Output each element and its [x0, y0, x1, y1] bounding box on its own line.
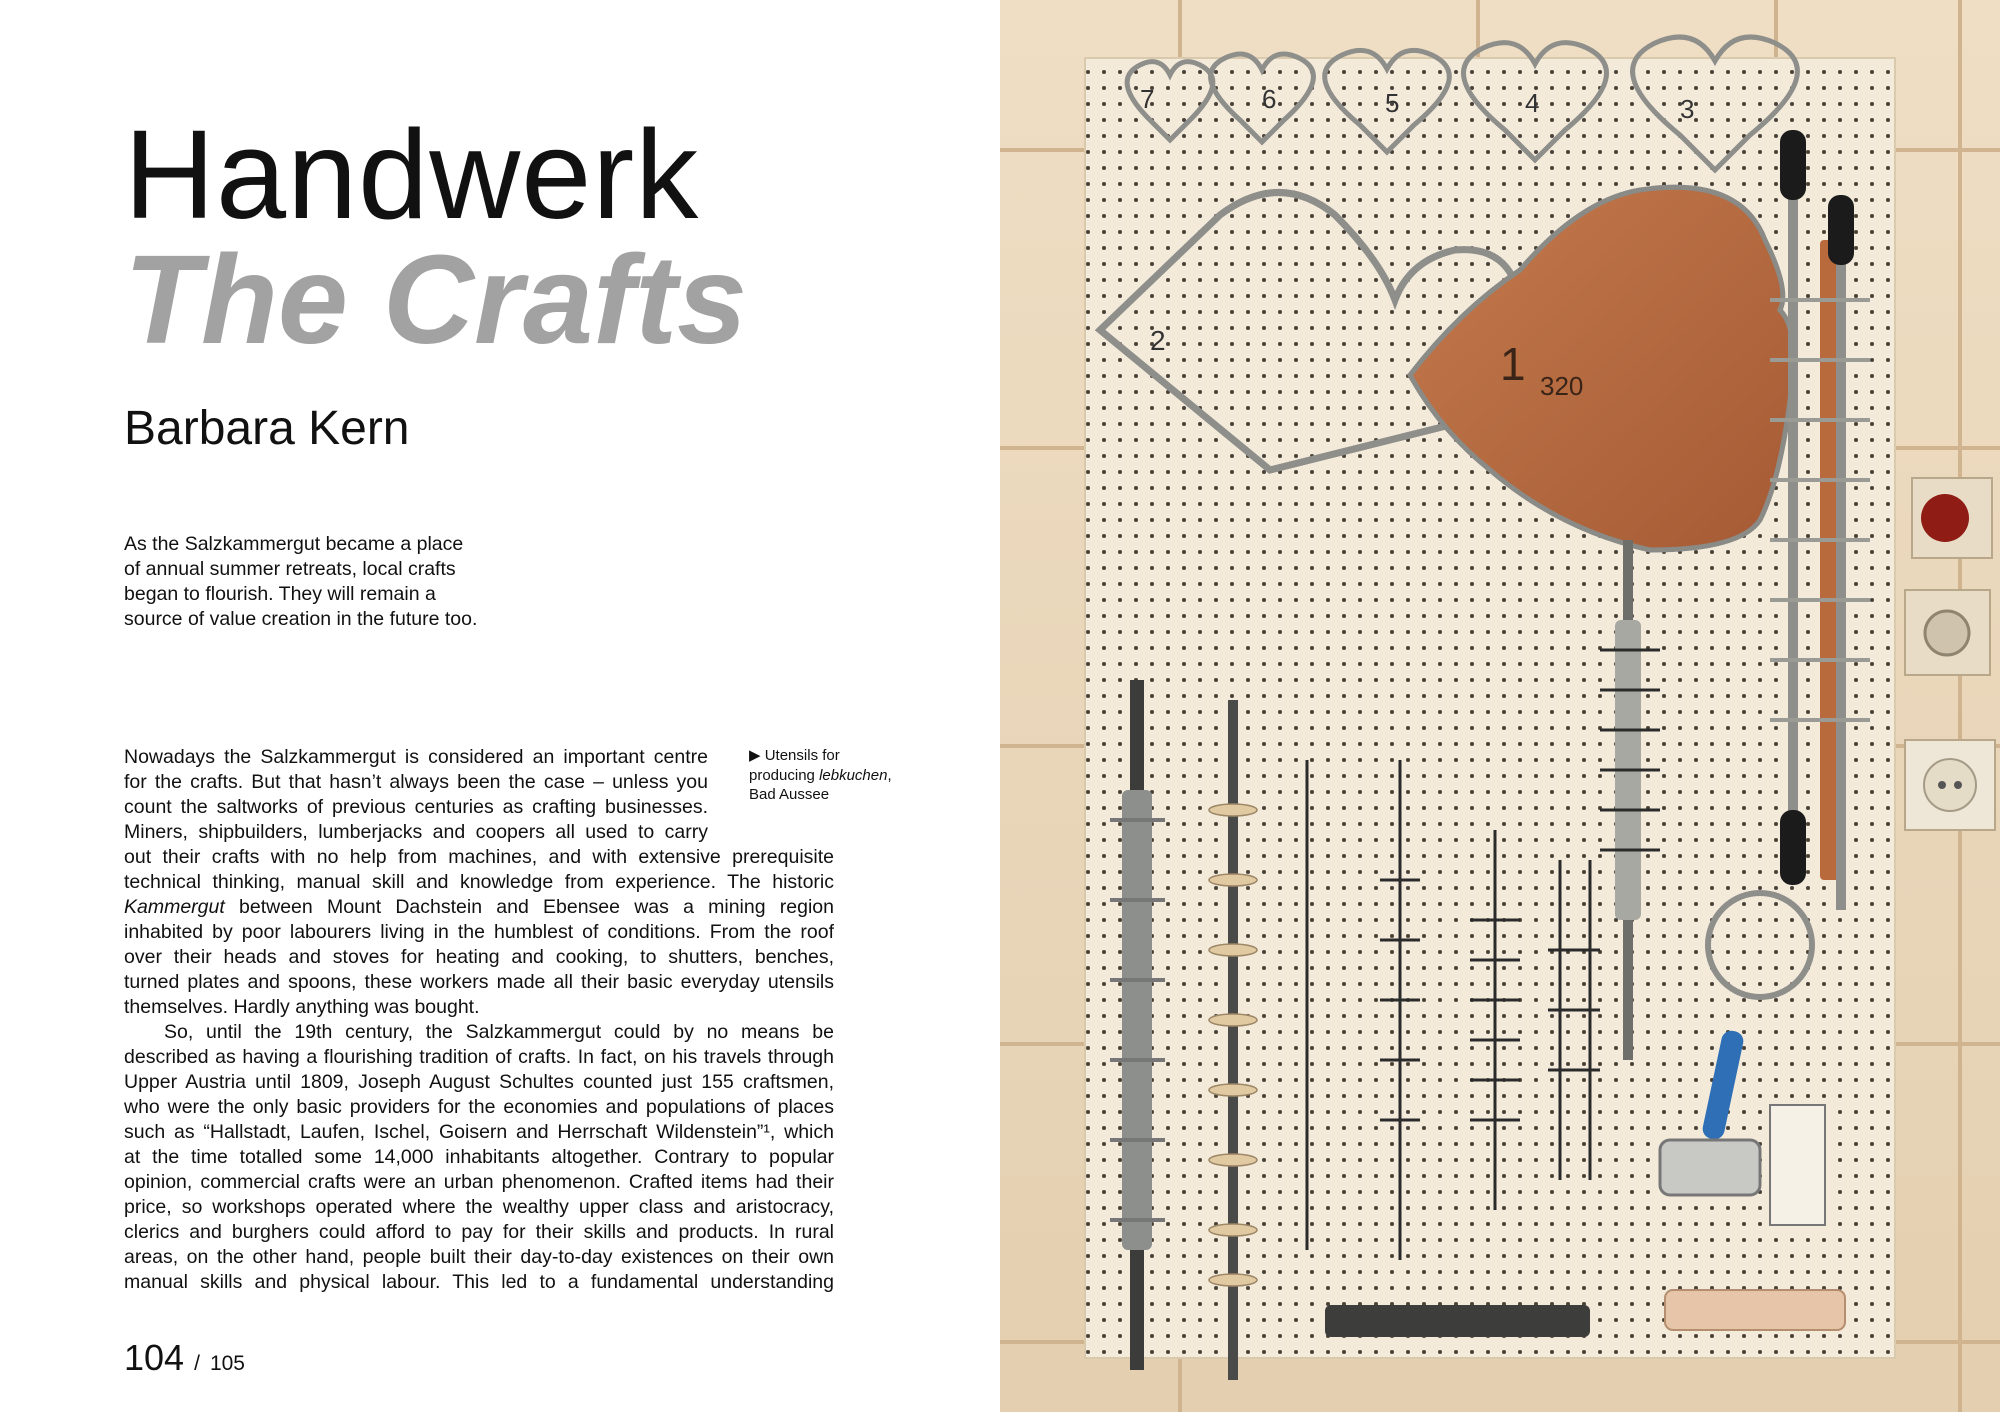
body-line: technical thinking, manual skill and knowledge from experience. The historic: [124, 871, 834, 893]
article-title: Handwerk: [124, 104, 700, 245]
heart-number: 5: [1385, 88, 1400, 118]
comb-tool: [1770, 1105, 1825, 1225]
body-line: out their crafts with no help from machines, and with extensive prerequisite: [124, 846, 834, 868]
body-text: [124, 745, 834, 1295]
heart-number: 1: [1500, 338, 1526, 390]
intro-line: began to flourish. They will remain a: [124, 583, 436, 605]
author-name: Barbara Kern: [124, 402, 410, 455]
heart-number: 7: [1140, 84, 1155, 114]
body-line: Nowadays the Salzkammergut is considered an important centre: [124, 746, 708, 768]
intro-paragraph: [124, 532, 524, 632]
wall-fixtures: [1905, 478, 1995, 830]
caption-arrow-icon: ▶: [749, 747, 761, 764]
body-line: inhabited by poor labourers living in the humblest of conditions. From the roof: [124, 921, 834, 943]
body-line: such as “Hallstadt, Laufen, Ischel, Goisern and Herrschaft Wildenstein”¹, which: [124, 1121, 834, 1143]
board-inscription: 320: [1540, 371, 1584, 401]
intro-line: of annual summer retreats, local crafts: [124, 558, 456, 580]
heart-number: 4: [1525, 88, 1540, 118]
pastry-wheel: [1665, 1290, 1845, 1330]
body-line: Kammergut between Mount Dachstein and Ebensee was a mining region: [124, 896, 834, 918]
heart-number: 3: [1680, 94, 1695, 124]
body-line: areas, on the other hand, people built their day-to-day existences on their own: [124, 1246, 834, 1268]
body-line: count the saltworks of previous centuries as crafting businesses.: [124, 796, 708, 818]
body-emphasis: Kammergut: [124, 896, 225, 918]
body-line: manual skills and physical labour. This led to a fundamental understanding: [124, 1271, 834, 1293]
body-line: themselves. Hardly anything was bought.: [124, 996, 480, 1018]
heart-number: 6: [1262, 84, 1277, 114]
caption-line: Bad Aussee: [749, 786, 830, 803]
page-number-facing: 105: [209, 1352, 245, 1375]
body-line: price, so workshops operated where the wealthy upper class and aristocracy,: [124, 1196, 834, 1218]
body-line: turned plates and spoons, these workers made all their basic everyday utensils: [124, 971, 834, 993]
caption-emphasis: lebkuchen: [819, 766, 888, 784]
metal-spatula: [1325, 1305, 1590, 1337]
caption-line: producing lebkuchen,: [749, 766, 892, 784]
body-line: for the crafts. But that hasn’t always been the case – unless you: [124, 771, 708, 793]
body-line: over their heads and stoves for heating and cooking, to shutters, benches,: [124, 946, 834, 968]
heart-number: 2: [1150, 325, 1166, 356]
page-number-separator: /: [194, 1352, 200, 1375]
page-number: [124, 1336, 245, 1386]
body-line: Miners, shipbuilders, lumberjacks and coopers all used to carry: [124, 821, 708, 843]
body-line: who were the only basic providers for the economies and populations of places: [124, 1096, 834, 1118]
photo-pegboard-utensils: [1000, 0, 2000, 1412]
body-line: described as having a flourishing tradition of crafts. In fact, on his travels through: [124, 1046, 834, 1068]
body-line: clerics and burghers could afford to pay for their skills and products. In rural: [124, 1221, 834, 1243]
intro-line: source of value creation in the future too.: [124, 608, 478, 630]
body-line: opinion, commercial crafts were an urban phenomenon. Crafted items had their: [124, 1171, 834, 1193]
body-line: So, until the 19th century, the Salzkammergut could by no means be: [164, 1021, 834, 1043]
page-number-current: 104: [124, 1337, 185, 1378]
article-subtitle: The Crafts: [124, 229, 748, 370]
photo-illustration: [1000, 0, 2000, 1412]
body-line: Upper Austria until 1809, Joseph August Schultes counted just 155 craftsmen,: [124, 1071, 834, 1093]
body-line: at the time totalled some 14,000 inhabitants altogether. Contrary to popular: [124, 1146, 834, 1168]
caption-text: Utensils for: [764, 747, 840, 764]
intro-line: As the Salzkammergut became a place: [124, 533, 464, 555]
